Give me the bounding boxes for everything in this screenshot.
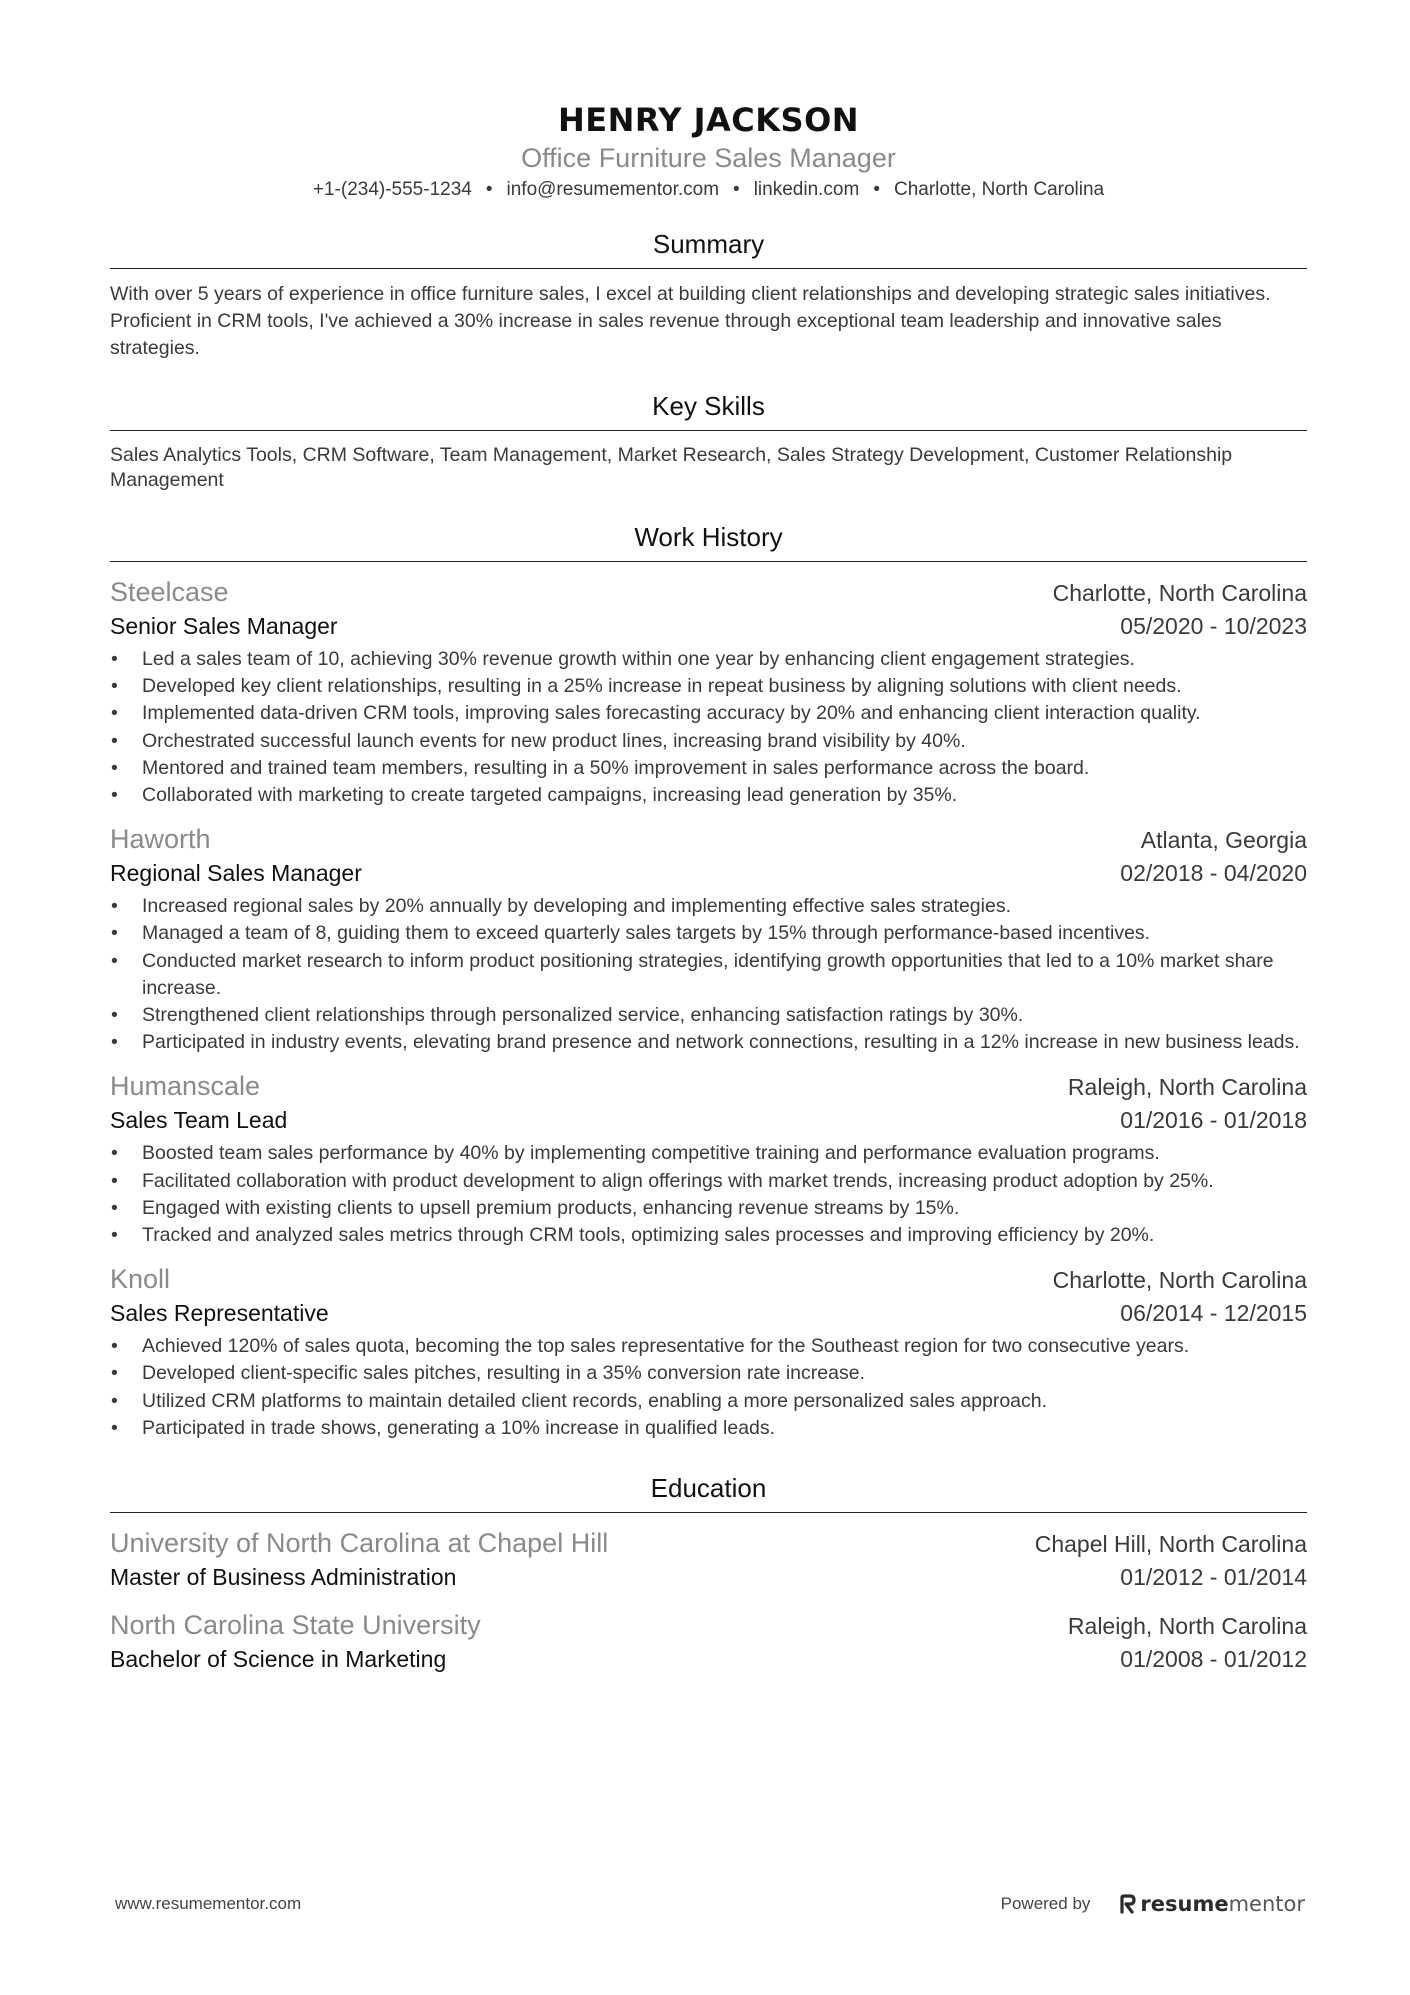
education-dates: 01/2012 - 01/2014 — [1120, 1564, 1307, 1591]
section-title: Work History — [110, 519, 1307, 562]
bullet-item: • Achieved 120% of sales quota, becoming the top sales representative for the Southeast region for two consecutive years. — [142, 1333, 1307, 1360]
job-dates: 01/2016 - 01/2018 — [1120, 1107, 1307, 1134]
job-title: Sales Representative — [110, 1300, 329, 1327]
page-footer — [115, 1892, 1305, 1916]
candidate-name: HENRY JACKSON — [557, 101, 860, 139]
education-section — [110, 1470, 1307, 1675]
separator-dot: • — [733, 179, 740, 200]
summary-text: With over 5 years of experience in office furniture sales, I excel at building client relationships and developing strategic sales initiatives. Proficient in CRM tools, I've achieved a 30% increase in sales revenue through exceptional team leadership and innovative sales strategies. — [110, 283, 1271, 359]
candidate-headline: Office Furniture Sales Manager — [521, 143, 896, 173]
section-title: Education — [110, 1470, 1307, 1513]
logo-text-light: mentor — [1228, 1892, 1305, 1916]
resumementor-logo[interactable] — [1120, 1892, 1305, 1916]
bullet-item: • Led a sales team of 10, achieving 30% revenue growth within one year by enhancing client engagement strategies. — [142, 646, 1307, 673]
bullet-item: • Developed client-specific sales pitches, resulting in a 35% conversion rate increase. — [142, 1360, 1307, 1387]
bullet-item: • Orchestrated successful launch events for new product lines, increasing brand visibility by 40%. — [142, 728, 1307, 755]
section-title: Summary — [110, 226, 1307, 269]
bullet-item: • Increased regional sales by 20% annually by developing and implementing effective sales strategies. — [142, 893, 1307, 920]
degree: Master of Business Administration — [110, 1564, 457, 1591]
contact-location: Charlotte, North Carolina — [893, 179, 1105, 200]
footer-url-link[interactable]: www.resumementor.com — [115, 1894, 302, 1913]
education-entry — [110, 1607, 1307, 1675]
company-name: Steelcase — [110, 577, 229, 607]
job-location: Charlotte, North Carolina — [1052, 1267, 1307, 1294]
section-title: Key Skills — [110, 388, 1307, 431]
job-entry — [110, 574, 1307, 809]
job-location: Charlotte, North Carolina — [1052, 580, 1307, 606]
school-name: University of North Carolina at Chapel Hill — [110, 1528, 609, 1559]
bullet-item: • Implemented data-driven CRM tools, improving sales forecasting accuracy by 20% and enhancing client interaction quality. — [142, 700, 1307, 727]
contact-email: info@resumementor.com — [506, 179, 720, 200]
powered-by-label: Powered by — [1000, 1894, 1091, 1913]
resumementor-logo-icon — [1120, 1894, 1136, 1914]
bullet-item: • Boosted team sales performance by 40% by implementing competitive training and performance evaluation programs. — [142, 1140, 1307, 1167]
job-location: Raleigh, North Carolina — [1067, 1074, 1307, 1101]
bullet-item: • Participated in industry events, elevating brand presence and network connections, resulting in a 12% increase in new business leads. — [142, 1029, 1307, 1056]
resume-content — [110, 100, 1307, 1675]
bullet-item: • Strengthened client relationships through personalized service, enhancing satisfaction ratings by 30%. — [142, 1002, 1307, 1029]
education-dates: 01/2008 - 01/2012 — [1120, 1646, 1307, 1673]
skills-section — [110, 388, 1307, 493]
school-location: Raleigh, North Carolina — [1067, 1613, 1307, 1640]
contact-phone: +1-(234)-555-1234 — [312, 179, 472, 200]
job-entry — [110, 821, 1307, 1056]
job-title: Sales Team Lead — [110, 1107, 288, 1134]
bullet-item: • Developed key client relationships, resulting in a 25% increase in repeat business by aligning solutions with client needs. — [142, 673, 1307, 700]
work-history-section — [110, 519, 1307, 1442]
school-name: North Carolina State University — [110, 1610, 481, 1641]
job-dates: 02/2018 - 04/2020 — [1120, 860, 1307, 887]
company-name: Humanscale — [110, 1071, 261, 1102]
education-entry — [110, 1525, 1307, 1593]
degree: Bachelor of Science in Marketing — [110, 1646, 447, 1673]
company-name: Haworth — [110, 824, 211, 855]
bullet-item: • Managed a team of 8, guiding them to exceed quarterly sales targets by 15% through performance-based incentives. — [142, 920, 1307, 947]
job-bullets — [110, 1333, 1307, 1442]
logo-text-bold: resume — [1140, 1892, 1229, 1916]
bullet-item: • Utilized CRM platforms to maintain detailed client records, enabling a more personalized sales approach. — [142, 1388, 1307, 1415]
skills-text: Sales Analytics Tools, CRM Software, Team Management, Market Research, Sales Strategy Development, Customer Relationship Management — [110, 444, 1233, 491]
bullet-item: • Engaged with existing clients to upsell premium products, enhancing revenue streams by 15%. — [142, 1195, 1307, 1222]
bullet-item: • Collaborated with marketing to create targeted campaigns, increasing lead generation by 35%. — [142, 782, 1307, 809]
bullet-item: • Mentored and trained team members, resulting in a 50% improvement in sales performance across the board. — [142, 755, 1307, 782]
bullet-item: • Participated in trade shows, generating a 10% increase in qualified leads. — [142, 1415, 1307, 1442]
job-location: Atlanta, Georgia — [1140, 827, 1307, 854]
job-entry — [110, 1068, 1307, 1249]
job-title: Regional Sales Manager — [110, 860, 362, 887]
job-title: Senior Sales Manager — [110, 613, 338, 639]
summary-section — [110, 226, 1307, 362]
job-bullets — [110, 893, 1307, 1056]
job-entry — [110, 1261, 1307, 1442]
separator-dot: • — [873, 179, 880, 200]
bullet-item: • Facilitated collaboration with product development to align offerings with market trends, increasing product adoption by 25%. — [142, 1168, 1307, 1195]
job-dates: 06/2014 - 12/2015 — [1120, 1300, 1307, 1327]
contact-linkedin: linkedin.com — [753, 179, 860, 200]
bullet-item: • Conducted market research to inform product positioning strategies, identifying growth opportunities that led to a 10% market share increase. — [142, 948, 1307, 1002]
bullet-item: • Tracked and analyzed sales metrics through CRM tools, optimizing sales processes and improving efficiency by 20%. — [142, 1222, 1307, 1249]
contact-line — [110, 176, 1307, 204]
company-name: Knoll — [110, 1264, 171, 1295]
job-bullets — [110, 646, 1307, 809]
job-dates: 05/2020 - 10/2023 — [1120, 613, 1307, 639]
job-bullets — [110, 1140, 1307, 1249]
powered-by — [1001, 1892, 1305, 1916]
school-location: Chapel Hill, North Carolina — [1034, 1531, 1307, 1558]
separator-dot: • — [485, 179, 493, 200]
